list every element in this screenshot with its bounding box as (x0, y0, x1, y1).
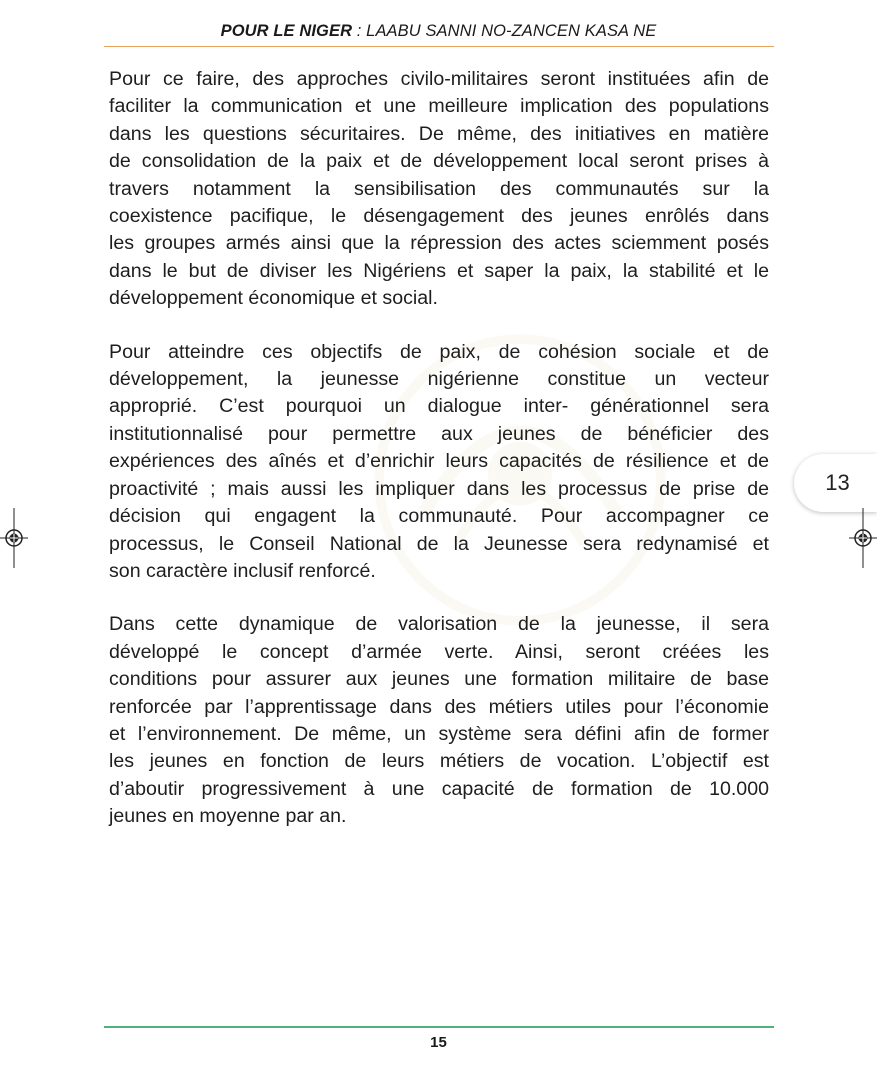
text-line: Dans cette dynamique de valorisation de la jeunesse, il sera (109, 613, 769, 636)
text-line: développement, la jeunesse nigérienne constitue un vecteur (109, 368, 769, 391)
text-line: son caractère inclusif renforcé. (109, 559, 376, 582)
text-line: développé le concept d’armée verte. Ainsi, seront créées les (109, 640, 769, 663)
text-line: institutionnalisé pour permettre aux jeunes de bénéficier des (109, 422, 769, 445)
paragraph-1 (109, 66, 769, 313)
text-line: dans les questions sécuritaires. De même, des initiatives en matière (109, 122, 769, 145)
text-line: processus, le Conseil National de la Jeunesse sera redynamisé et (109, 532, 769, 555)
crosshair-circle-icon (849, 508, 877, 568)
header-rule (104, 46, 774, 47)
paragraph-3 (109, 611, 769, 830)
text-line: jeunes en moyenne par an. (109, 805, 347, 828)
text-line: renforcée par l’apprentissage dans des métiers utiles pour l’économie (109, 695, 769, 718)
text-line: de consolidation de la paix et de développement local seront prises à (109, 150, 769, 173)
text-line: Pour ce faire, des approches civilo-militaires seront instituées afin de (109, 68, 769, 90)
text-line: faciliter la communication et une meilleure implication des populations (109, 95, 769, 118)
text-line: Pour atteindre ces objectifs de paix, de cohésion sociale et de (109, 340, 769, 363)
footer-rule (104, 1026, 774, 1028)
page-index-tab[interactable]: 13 (794, 454, 877, 512)
text-line: et l’environnement. De même, un système sera défini afin de former (109, 722, 769, 745)
text-line: les groupes armés ainsi que la répression des actes sciemment posés (109, 232, 769, 255)
header-title-rest: : LAABU SANNI NO-ZANCEN KASA NE (352, 22, 657, 40)
text-line: coexistence pacifique, le désengagement des jeunes enrôlés dans (109, 205, 769, 228)
page-number: 15 (430, 1034, 447, 1051)
header-title-bold: POUR LE NIGER (220, 22, 353, 40)
text-line: d’aboutir progressivement à une capacité de formation de 10.000 (109, 777, 769, 800)
text-line: conditions pour assurer aux jeunes une formation militaire de base (109, 668, 769, 691)
text-line: expériences des aînés et d’enrichir leurs capacités de résilience et de (109, 450, 769, 473)
text-line: travers notamment la sensibilisation des communautés sur la (109, 177, 769, 200)
text-line: approprié. C’est pourquoi un dialogue inter- générationnel sera (109, 395, 769, 418)
crosshair-circle-icon (0, 508, 28, 568)
text-line: dans le but de diviser les Nigériens et saper la paix, la stabilité et le (109, 259, 769, 282)
text-line: développement économique et social. (109, 287, 438, 310)
body-text (109, 66, 769, 857)
paragraph-2 (109, 339, 769, 586)
running-header (0, 22, 877, 41)
text-line: les jeunes en fonction de leurs métiers de vocation. L’objectif est (109, 750, 769, 773)
text-line: proactivité ; mais aussi les impliquer dans les processus de prise de (109, 477, 769, 500)
text-line: décision qui engagent la communauté. Pour accompagner ce (109, 505, 769, 528)
